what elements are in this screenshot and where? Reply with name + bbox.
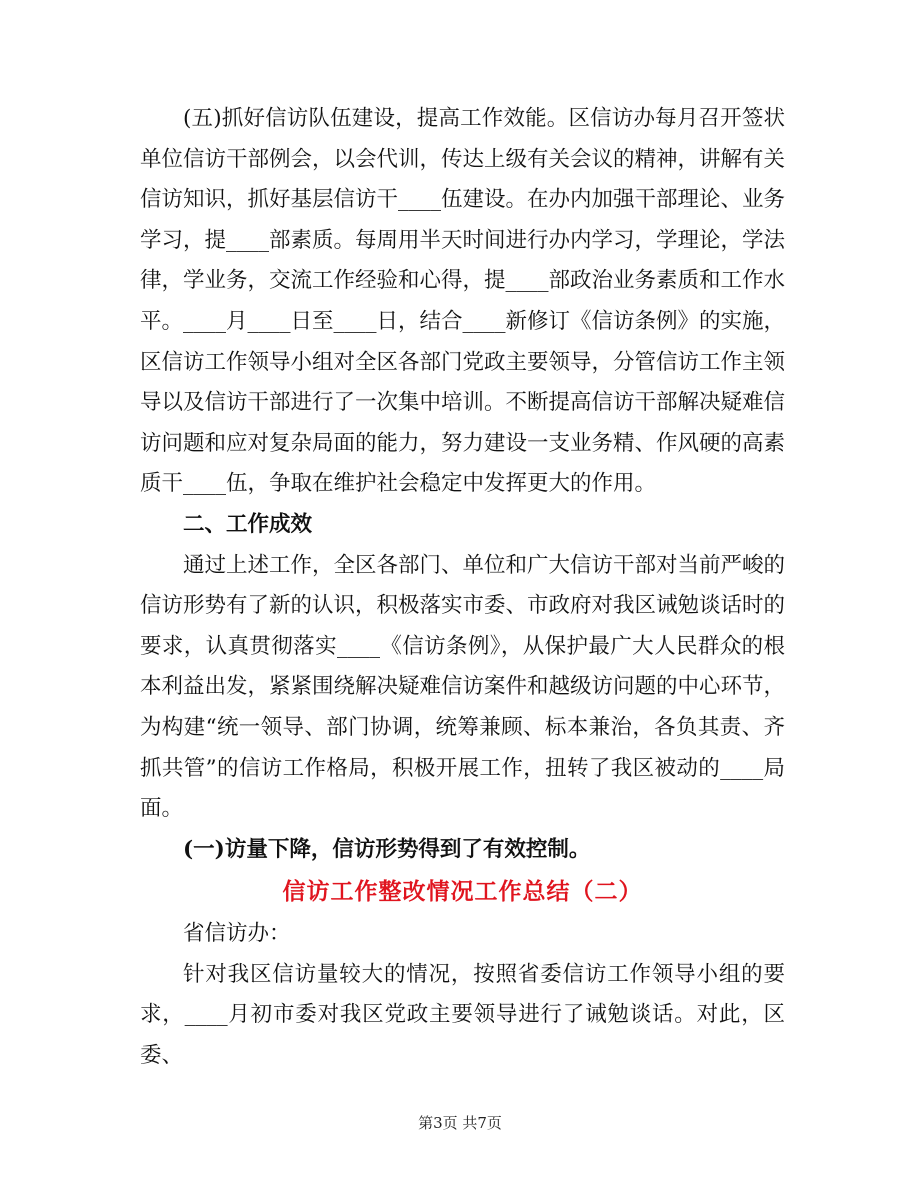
paragraph-intro: 针对我区信访量较大的情况，按照省委信访工作领导小组的要求，____月初市委对我区党政主要领导进行了诫勉谈话。对此，区委、 bbox=[140, 961, 785, 1069]
document-title: 信访工作整改情况工作总结（二） bbox=[282, 878, 643, 906]
document-body bbox=[140, 99, 785, 1077]
subsection-heading-visits-down: (一)访量下降，信访形势得到了有效控制。 bbox=[183, 836, 591, 862]
salutation: 省信访办： bbox=[183, 921, 291, 947]
page-footer: 第3页 共7页 bbox=[418, 1114, 502, 1132]
paragraph-results: 通过上述工作，全区各部门、单位和广大信访干部对当前严峻的信访形势有了新的认识，积极落实市委、市政府对我区诫勉谈话时的要求，认真贯彻落实____《信访条例》，从保护最广大人民群众的根本利益出发，紧紧围绕解决疑难信访案件和越级访问题的中心环节，为构建“统一领导、部门协调，统筹兼顾、标本兼治，各负其责、齐抓共管”的信访工作格局，积极开展工作，扭转了我区被动的____局面。 bbox=[140, 552, 786, 822]
section-heading-results: 二、工作成效 bbox=[183, 511, 313, 537]
paragraph-team-building: (五)抓好信访队伍建设，提高工作效能。区信访办每月召开签状单位信访干部例会，以会代训，传达上级有关会议的精神，讲解有关信访知识，抓好基层信访干____伍建设。在办内加强干部理论、业务学习，提____部素质。每周用半天时间进行办内学习，学理论，学法律，学业务，交流工作经验和心得，提____部政治业务素质和工作水平。____月____日至____日，结合____新修订《信访条例》的实施，区信访工作领导小组对全区各部门党政主要领导，分管信访工作主领导以及信访干部进行了一次集中培训。不断提高信访干部解决疑难信访问题和应对复杂局面的能力，努力建设一支业务精、作风硬的高素质干____伍，争取在维护社会稳定中发挥更大的作用。 bbox=[140, 106, 786, 497]
